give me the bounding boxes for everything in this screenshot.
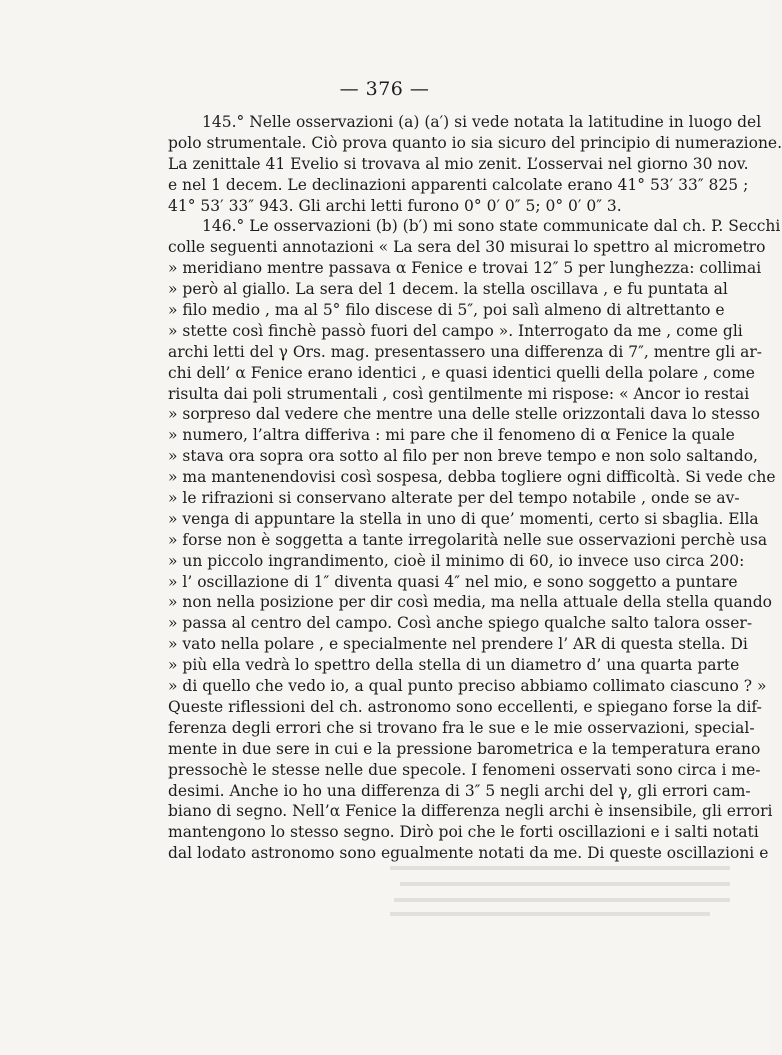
text-line: risulta dai poli strumentali , così gentilmente mi rispose: « Ancor io restai — [168, 384, 750, 403]
text-line: mente in due sere in cui e la pressione barometrica e la temperatura erano — [168, 739, 761, 758]
text-line: colle seguenti annotazioni « La sera del 30 misurai lo spettro al micrometro — [168, 238, 766, 257]
text-line: biano di segno. Nell’α Fenice la differenza negli archi è insensibile, gli errori — [168, 802, 773, 821]
text-line: » venga di appuntare la stella in uno di que’ momenti, certo si sbaglia. Ella — [168, 509, 759, 528]
text-line: » però al giallo. La sera del 1 decem. la stella oscillava , e fu puntata al — [168, 280, 728, 299]
text-line: polo strumentale. Ciò prova quanto io sia sicuro del principio di numerazione. — [168, 133, 782, 152]
text-line: mantengono lo stesso segno. Dirò poi che le forti oscillazioni e i salti notati — [168, 823, 759, 842]
text-line: 41° 53′ 33″ 943. Gli archi letti furono 0° 0′ 0″ 5; 0° 0′ 0″ 3. — [168, 196, 622, 215]
text-line: desimi. Anche io ho una differenza di 3″ 5 negli archi del γ, gli errori cam- — [168, 781, 751, 800]
bleed-through-texture — [390, 860, 750, 920]
text-line: » non nella posizione per dir così media, ma nella attuale della stella quando — [168, 593, 773, 612]
text-line: » l’ oscillazione di 1″ diventa quasi 4″ nel mio, e sono soggetto a puntare — [168, 572, 738, 591]
text-line: » di quello che vedo io, a qual punto preciso abbiamo collimato ciascuno ? » — [168, 677, 767, 696]
text-line: » stava ora sopra ora sotto al filo per non breve tempo e non solo saltando, — [168, 447, 758, 466]
text-line: archi letti del γ Ors. mag. presentassero una differenza di 7″, mentre gli ar- — [168, 342, 762, 361]
text-line: dal lodato astronomo sono egualmente notati da me. Di queste oscillazioni e — [168, 844, 769, 863]
text-line: ferenza degli errori che si trovano fra le sue e le mie osservazioni, special- — [168, 718, 755, 737]
text-line: » sorpreso dal vedere che mentre una delle stelle orizzontali dava lo stesso — [168, 405, 760, 424]
text-line: » filo medio , ma al 5° filo discese di 5″, poi salì almeno di altrettanto e — [168, 301, 725, 320]
body-text — [168, 112, 782, 864]
text-line: » ma mantenendovisi così sospesa, debba togliere ogni difficoltà. Si vede che — [168, 468, 776, 487]
text-line: » le rifrazioni si conservano alterate per del tempo notabile , onde se av- — [168, 489, 740, 508]
text-line: e nel 1 decem. Le declinazioni apparenti calcolate erano 41° 53′ 33″ 825 ; — [168, 175, 749, 194]
text-line: 146.° Le osservazioni (b) (b′) mi sono state communicate dal ch. P. Secchi — [202, 217, 781, 236]
text-line: » meridiano mentre passava α Fenice e trovai 12″ 5 per lunghezza: collimai — [168, 259, 762, 278]
text-line: Queste riflessioni del ch. astronomo sono eccellenti, e spiegano forse la dif- — [168, 697, 762, 716]
text-line: » passa al centro del campo. Così anche spiego qualche salto talora osser- — [168, 614, 753, 633]
text-line: chi dell’ α Fenice erano identici , e quasi identici quelli della polare , come — [168, 363, 755, 382]
text-line: » stette così finchè passò fuori del campo ». Interrogato da me , come gli — [168, 321, 743, 340]
text-line: » un piccolo ingrandimento, cioè il minimo di 60, io invece uso circa 200: — [168, 551, 745, 570]
text-line: » numero, l’altra differiva : mi pare che il fenomeno di α Fenice la quale — [168, 426, 735, 445]
text-line: » forse non è soggetta a tante irregolarità nelle sue osservazioni perchè usa — [168, 530, 768, 549]
text-line: 145.° Nelle osservazioni (a) (a′) si vede notata la latitudine in luogo del — [202, 113, 762, 131]
text-line: » vato nella polare , e specialmente nel prendere l’ AR di questa stella. Di — [168, 635, 748, 654]
text-line: » più ella vedrà lo spettro della stella di un diametro d’ una quarta parte — [168, 656, 740, 675]
text-line: pressochè le stesse nelle due specole. I fenomeni osservati sono circa i me- — [168, 760, 761, 779]
page-number: — 376 — — [339, 78, 430, 100]
text-line: La zenittale 41 Evelio si trovava al mio zenit. L’osservai nel giorno 30 nov. — [168, 154, 749, 173]
